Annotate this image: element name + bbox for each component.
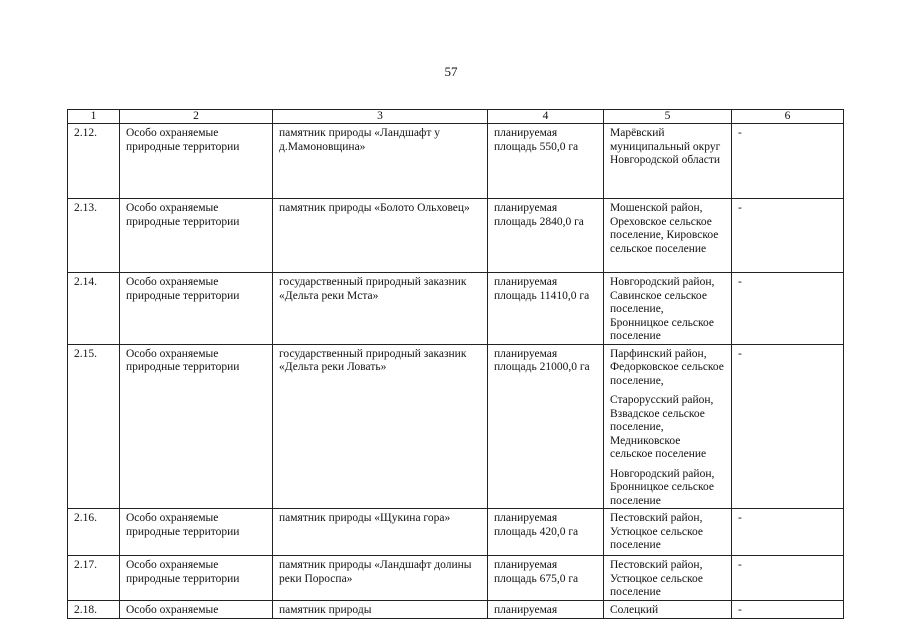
- location-cell: [604, 601, 732, 619]
- territory-category: Особо охраняемые природные территории: [120, 124, 273, 199]
- object-name: памятник природы «Щукина гора»: [273, 509, 488, 556]
- column-header-6: 6: [732, 110, 844, 124]
- location-text: Мошенской район, Ореховское сельское поселение, Кировское сельское поселение: [610, 202, 719, 255]
- territory-category: Особо охраняемые природные территории: [120, 556, 273, 601]
- territory-category: Особо охраняемые природные территории: [120, 199, 273, 273]
- remark-cell: -: [732, 601, 844, 619]
- location-cell: [604, 124, 732, 199]
- column-header-5: 5: [604, 110, 732, 124]
- location-text: Новгородский район, Савинское сельское поселение, Бронницкое сельское поселение: [610, 276, 715, 342]
- table-row: [68, 556, 844, 601]
- column-header-4: 4: [488, 110, 604, 124]
- planned-area: планируемая площадь 420,0 га: [488, 509, 604, 556]
- row-number: 2.15.: [68, 344, 120, 509]
- row-number: 2.16.: [68, 509, 120, 556]
- object-name: государственный природный заказник «Дельта реки Ловать»: [273, 344, 488, 509]
- territory-category: Особо охраняемые природные территории: [120, 273, 273, 345]
- column-header-2: 2: [120, 110, 273, 124]
- remark-cell: -: [732, 273, 844, 345]
- table-header-row: [68, 110, 844, 124]
- table-row: [68, 199, 844, 273]
- planned-area: планируемая площадь 675,0 га: [488, 556, 604, 601]
- object-name: государственный природный заказник «Дельта реки Мста»: [273, 273, 488, 345]
- location-text: Пестовский район, Устюцкое сельское поселение: [610, 512, 703, 551]
- table-row: [68, 601, 844, 619]
- row-number: 2.14.: [68, 273, 120, 345]
- location-text: Солецкий: [610, 604, 659, 616]
- planned-area: планируемая площадь 550,0 га: [488, 124, 604, 199]
- remark-cell: -: [732, 199, 844, 273]
- table-row: [68, 273, 844, 345]
- territory-category: Особо охраняемые природные территории: [120, 344, 273, 509]
- planned-area: планируемая площадь 2840,0 га: [488, 199, 604, 273]
- planning-table: [67, 109, 844, 619]
- remark-cell: -: [732, 509, 844, 556]
- location-cell: [604, 199, 732, 273]
- row-number: 2.13.: [68, 199, 120, 273]
- territory-category: Особо охраняемые: [120, 601, 273, 619]
- remark-cell: -: [732, 124, 844, 199]
- planned-area: планируемая: [488, 601, 604, 619]
- table-row: [68, 509, 844, 556]
- location-cell: [604, 509, 732, 556]
- territory-category: Особо охраняемые природные территории: [120, 509, 273, 556]
- row-number: 2.17.: [68, 556, 120, 601]
- location-text: Новгородский район, Бронницкое сельское поселение: [610, 467, 715, 507]
- table-row: [68, 344, 844, 509]
- remark-cell: -: [732, 344, 844, 509]
- planned-area: планируемая площадь 21000,0 га: [488, 344, 604, 509]
- remark-cell: -: [732, 556, 844, 601]
- row-number: 2.18.: [68, 601, 120, 619]
- object-name: памятник природы «Ландшафт у д.Мамоновщина»: [273, 124, 488, 199]
- location-text: Марёвский муниципальный округ Новгородской области: [610, 127, 721, 166]
- location-cell: [604, 344, 732, 509]
- location-text: Пестовский район, Устюцкое сельское поселение: [610, 559, 703, 598]
- location-cell: [604, 273, 732, 345]
- table-row: [68, 124, 844, 199]
- location-text: Парфинский район, Федорковское сельское поселение,: [610, 347, 724, 387]
- object-name: памятник природы «Ландшафт долины реки Пороспа»: [273, 556, 488, 601]
- location-text: Старорусский район, Взвадское сельское поселение, Медниковское сельское поселение: [610, 394, 714, 460]
- object-name: памятник природы «Болото Ольховец»: [273, 199, 488, 273]
- location-cell: [604, 556, 732, 601]
- column-header-1: 1: [68, 110, 120, 124]
- object-name: памятник природы: [273, 601, 488, 619]
- column-header-3: 3: [273, 110, 488, 124]
- row-number: 2.12.: [68, 124, 120, 199]
- page-number: 57: [444, 64, 458, 79]
- planned-area: планируемая площадь 11410,0 га: [488, 273, 604, 345]
